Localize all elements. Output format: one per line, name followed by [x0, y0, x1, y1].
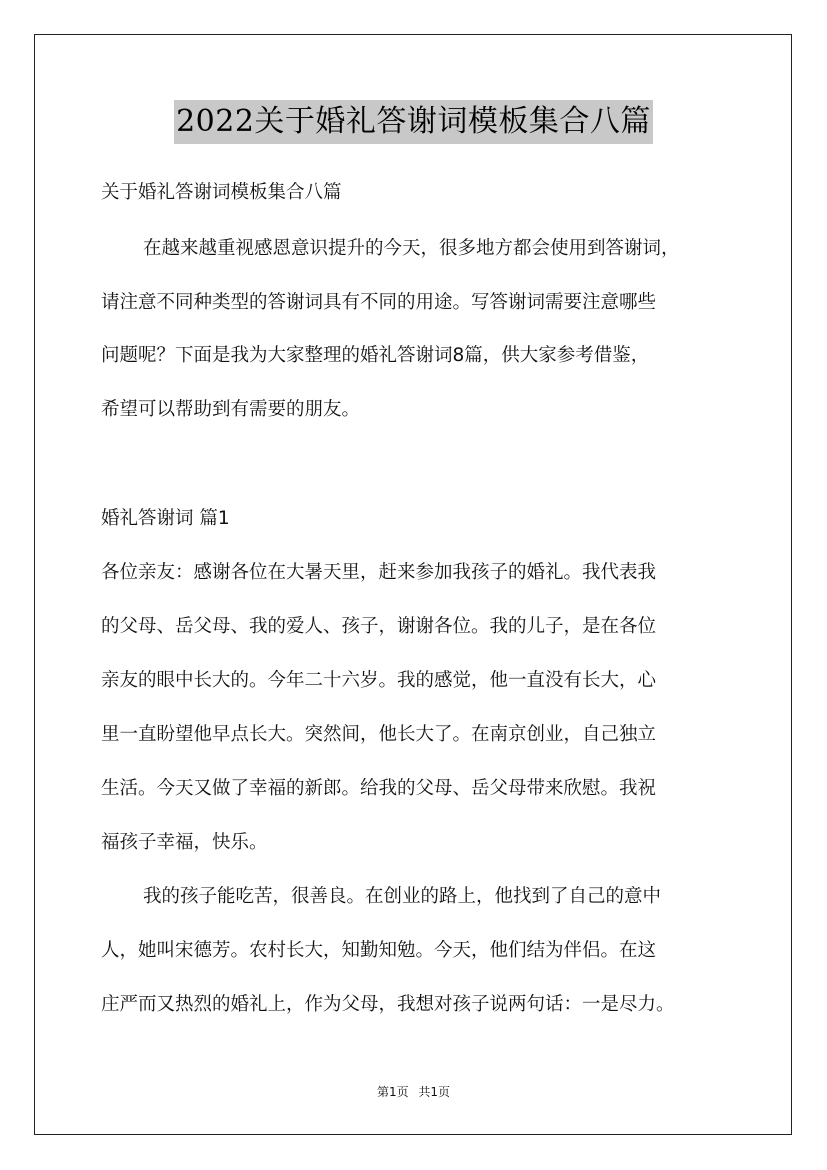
document-subtitle: 关于婚礼答谢词模板集合八篇	[101, 182, 342, 203]
intro-line: 希望可以帮助到有需要的朋友。	[101, 399, 361, 420]
page-footer	[0, 1083, 827, 1100]
paragraph-line: 福孩子幸福，快乐。	[101, 832, 268, 853]
paragraph-line: 里一直盼望他早点长大。突然间，他长大了。在南京创业，自己独立	[101, 724, 657, 745]
paragraph-line: 庄严而又热烈的婚礼上，作为父母，我想对孩子说两句话：一是尽力。	[101, 994, 675, 1015]
paragraph-line: 亲友的眼中长大的。今年二十六岁。我的感觉，他一直没有长大，心	[101, 670, 657, 691]
page-total: 共1页	[418, 1085, 451, 1099]
intro-line: 问题呢？下面是我为大家整理的婚礼答谢词8篇，供大家参考借鉴，	[101, 345, 650, 366]
paragraph-line: 我的孩子能吃苦，很善良。在创业的路上，他找到了自己的意中	[143, 886, 662, 907]
document-title: 2022关于婚礼答谢词模板集合八篇	[174, 100, 653, 144]
paragraph-line: 各位亲友：感谢各位在大暑天里，赶来参加我孩子的婚礼。我代表我	[101, 562, 657, 583]
paragraph-line: 人，她叫宋德芳。农村长大，知勤知勉。今天，他们结为伴侣。在这	[101, 940, 657, 961]
page-number: 第1页	[376, 1085, 409, 1099]
intro-line: 请注意不同种类型的答谢词具有不同的用途。写答谢词需要注意哪些	[101, 292, 657, 313]
intro-line: 在越来越重视感恩意识提升的今天，很多地方都会使用到答谢词，	[143, 238, 680, 259]
title-container	[0, 100, 827, 144]
paragraph-line: 的父母、岳父母、我的爱人、孩子，谢谢各位。我的儿子，是在各位	[101, 616, 657, 637]
paragraph-line: 生活。今天又做了幸福的新郎。给我的父母、岳父母带来欣慰。我祝	[101, 778, 657, 799]
section-heading: 婚礼答谢词 篇1	[101, 508, 230, 529]
